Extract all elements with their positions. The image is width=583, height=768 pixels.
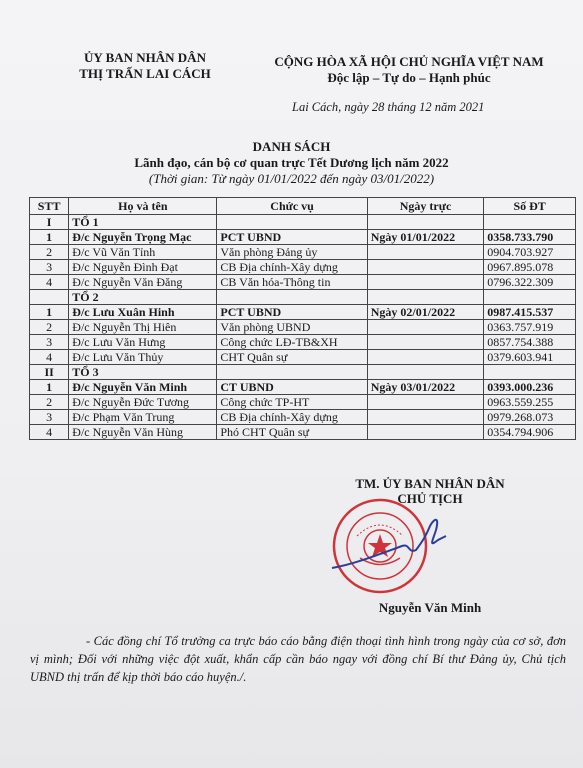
cell-phone	[484, 290, 576, 305]
col-header-role: Chức vụ	[217, 198, 367, 215]
cell-name: Đ/c Lưu Xuân Hinh	[69, 305, 217, 320]
cell-name: Đ/c Nguyễn Văn Đăng	[69, 275, 217, 290]
table-header-row	[30, 198, 576, 215]
cell-stt: 4	[30, 350, 69, 365]
cell-phone: 0379.603.941	[484, 350, 576, 365]
col-header-name: Họ và tên	[69, 198, 217, 215]
cell-stt: 1	[30, 305, 69, 320]
cell-stt: II	[30, 365, 69, 380]
group-row	[30, 215, 576, 230]
cell-phone	[484, 365, 576, 380]
col-header-day: Ngày trực	[367, 198, 484, 215]
cell-stt: 4	[30, 425, 69, 440]
agency-line-1: ỦY BAN NHÂN DÂN	[84, 50, 206, 65]
cell-phone: 0857.754.388	[484, 335, 576, 350]
signature-line-1: TM. ỦY BAN NHÂN DÂN	[355, 476, 505, 491]
cell-role: CB Văn hóa-Thông tin	[217, 275, 367, 290]
cell-phone: 0967.895.078	[484, 260, 576, 275]
cell-role: PCT UBND	[217, 230, 367, 245]
col-header-phone: Số ĐT	[484, 198, 576, 215]
cell-stt: 1	[30, 380, 69, 395]
cell-role	[217, 215, 367, 230]
cell-name: Đ/c Vũ Văn Tỉnh	[69, 245, 217, 260]
cell-phone: 0979.268.073	[484, 410, 576, 425]
issuing-agency	[40, 50, 250, 82]
cell-role: Công chức LĐ-TB&XH	[217, 335, 367, 350]
instruction-note: - Các đồng chí Tổ trưởng ca trực báo cáo bằng điện thoại tình hình trong ngày của cơ sở, đơn vị mình; Đối với những việc đột xuất, khẩn cấp cần báo ngay với đồng chí Bí thư Đảng ủy, Chủ tịch UBND thị trấn để kịp thời báo cáo huyện./.	[30, 634, 566, 684]
cell-stt: 2	[30, 245, 69, 260]
table-row	[30, 305, 576, 320]
cell-stt: I	[30, 215, 69, 230]
table-row	[30, 320, 576, 335]
cell-name: Đ/c Phạm Văn Trung	[69, 410, 217, 425]
table-row	[30, 260, 576, 275]
table-row	[30, 335, 576, 350]
cell-name: TỔ 1	[69, 215, 217, 230]
table-row	[30, 230, 576, 245]
cell-day: Ngày 02/01/2022	[367, 305, 484, 320]
cell-day	[367, 365, 484, 380]
cell-stt: 2	[30, 395, 69, 410]
cell-stt: 3	[30, 260, 69, 275]
table-row	[30, 275, 576, 290]
cell-day	[367, 335, 484, 350]
cell-stt: 3	[30, 410, 69, 425]
cell-name: TỔ 3	[69, 365, 217, 380]
cell-role: CB Địa chính-Xây dựng	[217, 410, 367, 425]
cell-phone: 0904.703.927	[484, 245, 576, 260]
cell-stt	[30, 290, 69, 305]
table-body	[30, 215, 576, 440]
cell-role: Công chức TP-HT	[217, 395, 367, 410]
time-range: (Thời gian: Từ ngày 01/01/2022 đến ngày 03/01/2022)	[148, 171, 435, 186]
cell-stt: 3	[30, 335, 69, 350]
col-header-stt: STT	[30, 198, 69, 215]
nation-name: CỘNG HÒA XÃ HỘI CHỦ NGHĨA VIỆT NAM	[274, 54, 544, 69]
agency-line-2: THỊ TRẤN LAI CÁCH	[79, 66, 211, 81]
cell-phone	[484, 215, 576, 230]
cell-day: Ngày 03/01/2022	[367, 380, 484, 395]
national-motto	[250, 54, 568, 86]
table-row	[30, 395, 576, 410]
cell-role	[217, 365, 367, 380]
table-row	[30, 245, 576, 260]
cell-stt: 4	[30, 275, 69, 290]
cell-phone: 0796.322.309	[484, 275, 576, 290]
cell-phone: 0358.733.790	[484, 230, 576, 245]
cell-name: Đ/c Lưu Văn Thủy	[69, 350, 217, 365]
cell-day	[367, 350, 484, 365]
cell-day	[367, 320, 484, 335]
cell-role: CB Địa chính-Xây dựng	[217, 260, 367, 275]
cell-day	[367, 245, 484, 260]
cell-role	[217, 290, 367, 305]
signer-name: Nguyễn Văn Minh	[378, 600, 482, 615]
document-title-block	[0, 139, 583, 187]
signature-line-2: CHỦ TỊCH	[397, 491, 463, 506]
document-title: DANH SÁCH	[252, 139, 331, 154]
cell-name: Đ/c Nguyễn Đình Đạt	[69, 260, 217, 275]
cell-name: Đ/c Nguyễn Đức Tương	[69, 395, 217, 410]
cell-day	[367, 215, 484, 230]
cell-day	[367, 275, 484, 290]
cell-phone: 0354.794.906	[484, 425, 576, 440]
cell-role: PCT UBND	[217, 305, 367, 320]
cell-day	[367, 410, 484, 425]
cell-name: Đ/c Nguyễn Văn Hùng	[69, 425, 217, 440]
cell-stt: 2	[30, 320, 69, 335]
cell-day: Ngày 01/01/2022	[367, 230, 484, 245]
cell-name: Đ/c Nguyễn Trọng Mạc	[69, 230, 217, 245]
cell-name: Đ/c Nguyễn Thị Hiên	[69, 320, 217, 335]
cell-day	[367, 425, 484, 440]
table-row	[30, 350, 576, 365]
table-row	[30, 380, 576, 395]
group-row	[30, 365, 576, 380]
cell-phone: 0963.559.255	[484, 395, 576, 410]
document-subtitle: Lãnh đạo, cán bộ cơ quan trực Tết Dương lịch năm 2022	[134, 155, 449, 170]
cell-phone: 0363.757.919	[484, 320, 576, 335]
duty-roster-table	[29, 197, 576, 440]
cell-day	[367, 395, 484, 410]
cell-day	[367, 290, 484, 305]
table-row	[30, 425, 576, 440]
cell-role: Phó CHT Quân sự	[217, 425, 367, 440]
cell-role: CHT Quân sự	[217, 350, 367, 365]
cell-name: Đ/c Nguyễn Văn Minh	[69, 380, 217, 395]
cell-role: Văn phòng UBND	[217, 320, 367, 335]
cell-role: Văn phòng Đảng ủy	[217, 245, 367, 260]
motto: Độc lập – Tự do – Hạnh phúc	[327, 70, 491, 85]
group-row	[30, 290, 576, 305]
cell-stt: 1	[30, 230, 69, 245]
table-row	[30, 410, 576, 425]
cell-role: CT UBND	[217, 380, 367, 395]
cell-phone: 0393.000.236	[484, 380, 576, 395]
cell-day	[367, 260, 484, 275]
cell-phone: 0987.415.537	[484, 305, 576, 320]
cell-name: Đ/c Lưu Văn Hưng	[69, 335, 217, 350]
place-date: Lai Cách, ngày 28 tháng 12 năm 2021	[292, 100, 485, 114]
cell-name: TỔ 2	[69, 290, 217, 305]
red-seal	[334, 500, 426, 592]
official-seal-and-signature	[330, 496, 448, 596]
